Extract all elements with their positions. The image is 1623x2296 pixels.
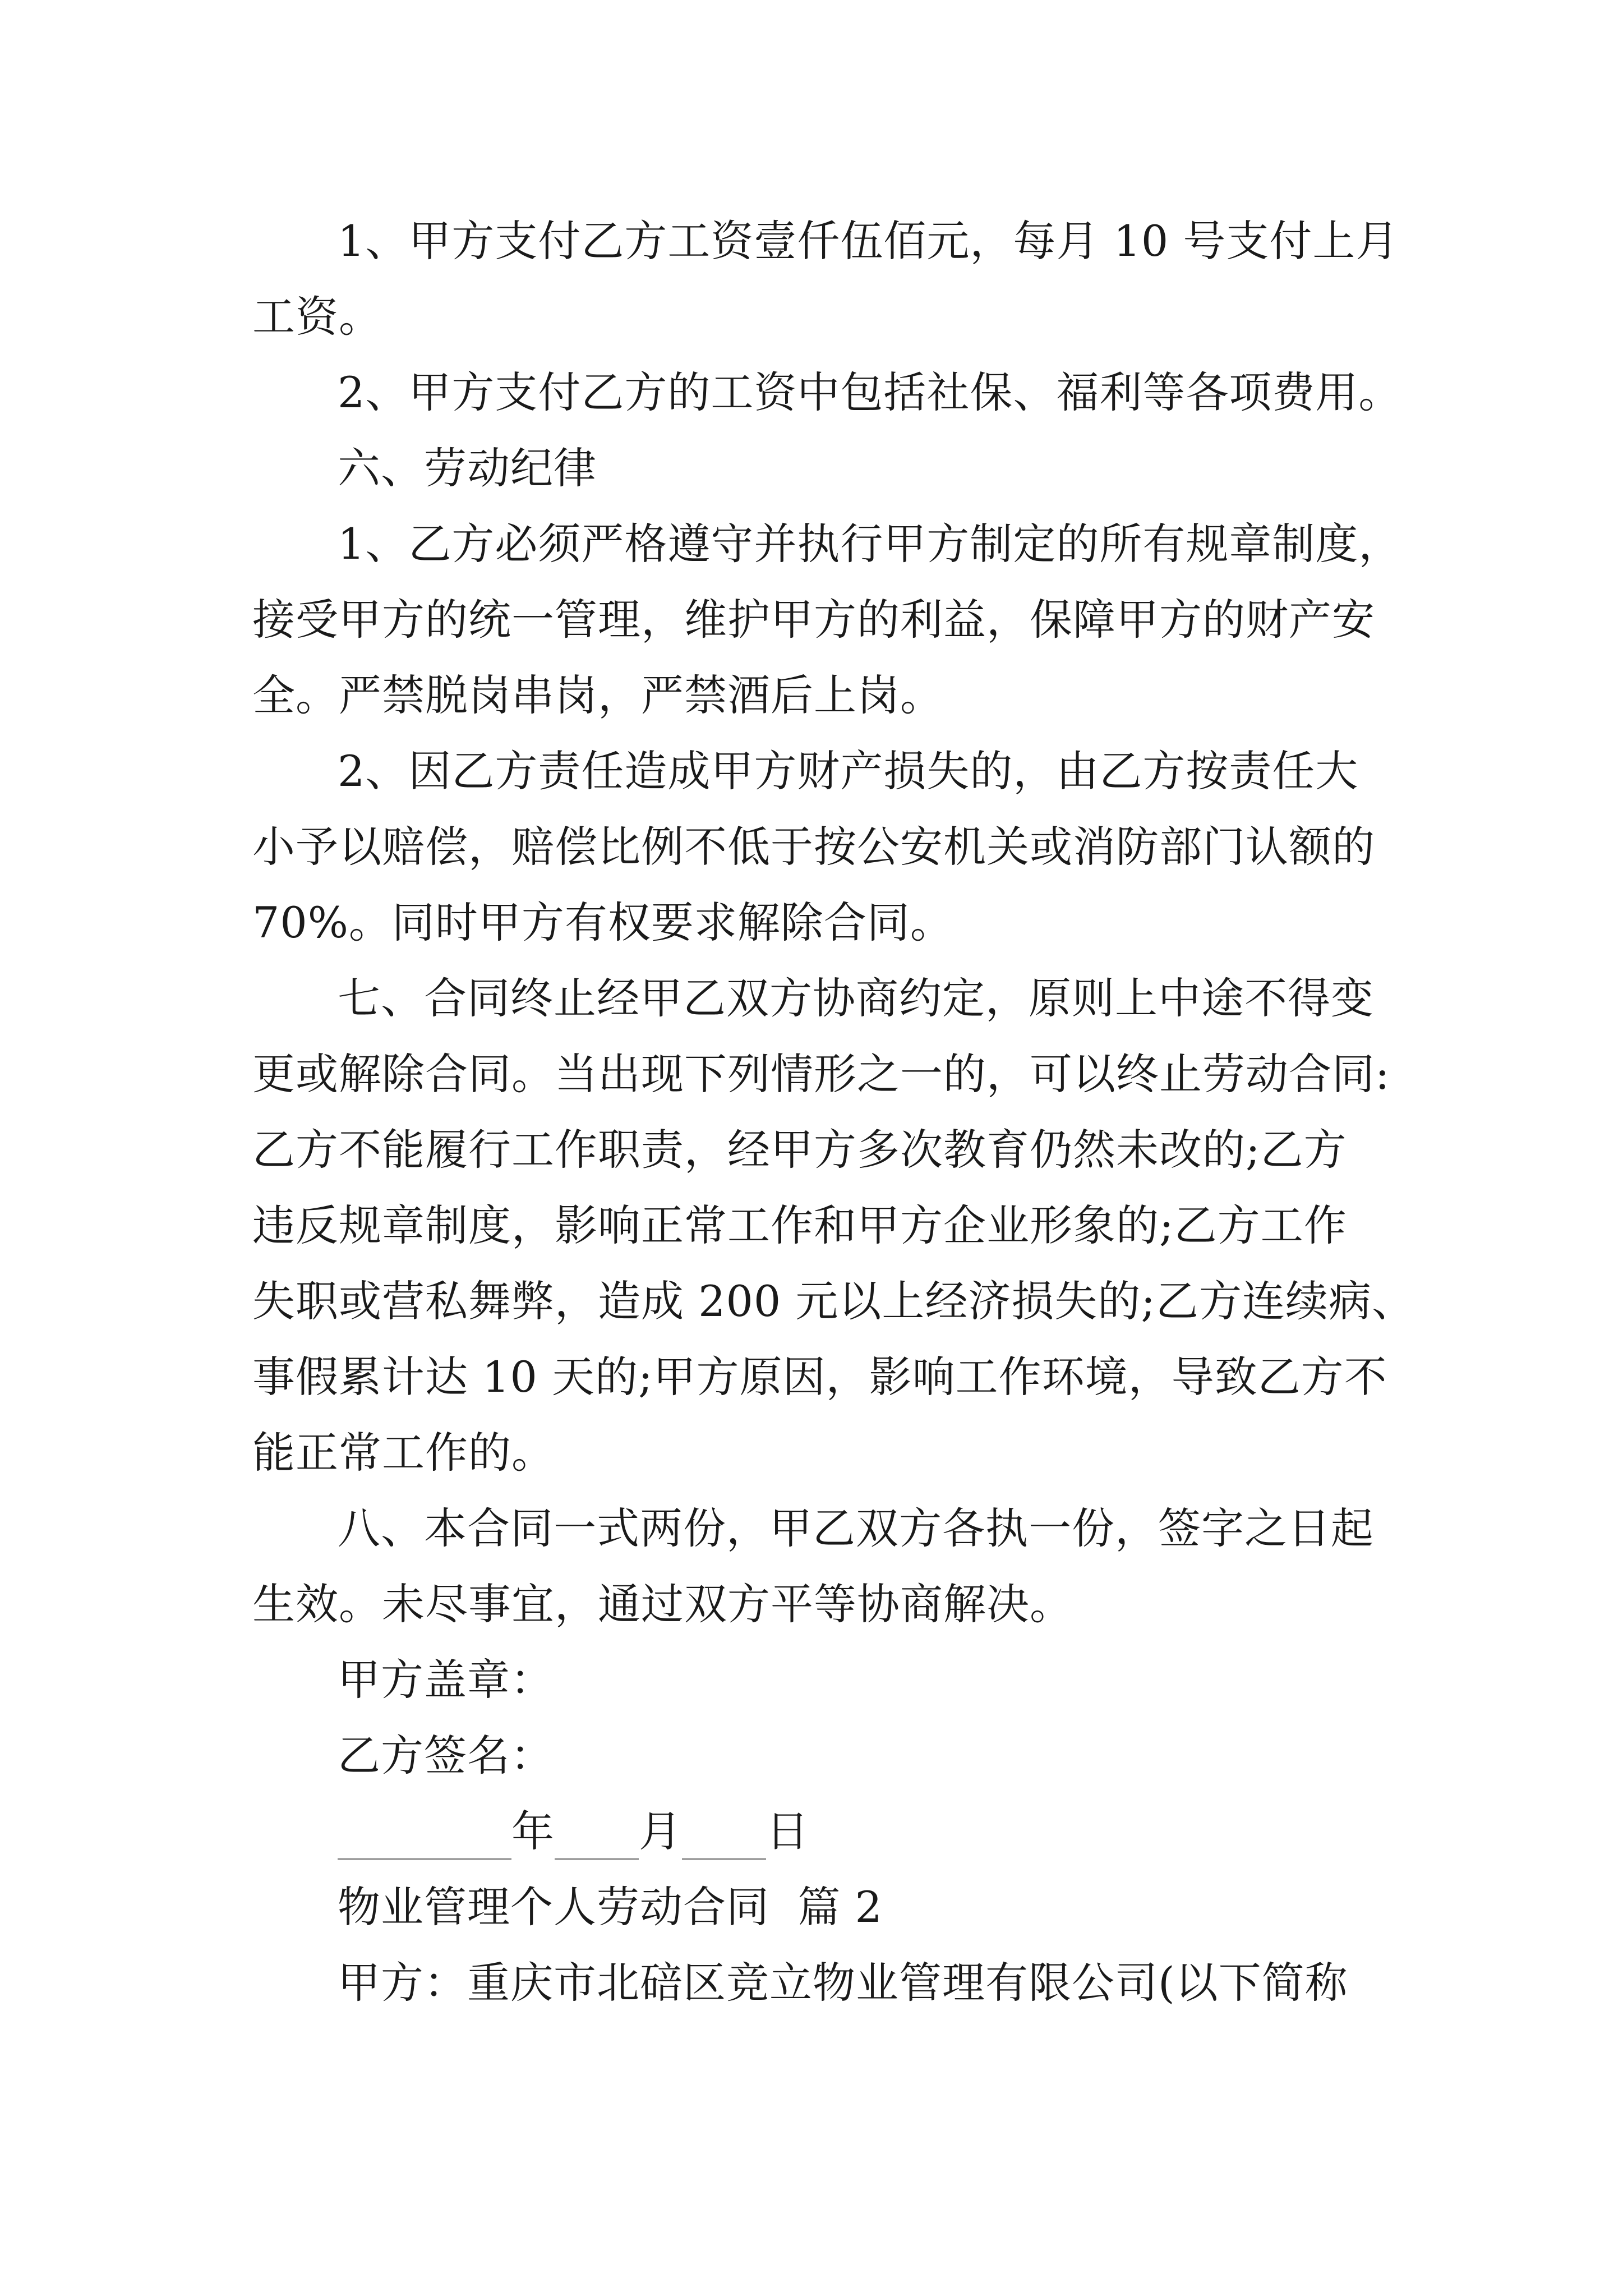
year-blank[interactable] bbox=[338, 1814, 511, 1860]
month-label: 月 bbox=[639, 1806, 682, 1856]
month-blank[interactable] bbox=[555, 1814, 639, 1860]
paragraph-line: 八、本合同一式两份，甲乙双方各执一份，签字之日起 bbox=[338, 1503, 1374, 1553]
paragraph-line: 接受甲方的统一管理，维护甲方的利益，保障甲方的财产安 bbox=[252, 595, 1375, 645]
paragraph-line: 更或解除合同。当出现下列情形之一的，可以终止劳动合同: bbox=[252, 1049, 1390, 1099]
paragraph-line: 七、合同终止经甲乙双方协商约定，原则上中途不得变 bbox=[338, 973, 1374, 1023]
year-label: 年 bbox=[511, 1806, 555, 1856]
party-b-signature-label: 乙方签名： bbox=[338, 1731, 554, 1780]
paragraph-line: 70%。同时甲方有权要求解除合同。 bbox=[252, 898, 953, 947]
paragraph-line: 全。严禁脱岗串岗，严禁酒后上岗。 bbox=[252, 670, 943, 720]
day-label: 日 bbox=[766, 1806, 809, 1856]
paragraph-line: 工资。 bbox=[252, 292, 382, 342]
paragraph-line: 能正常工作的。 bbox=[252, 1428, 555, 1478]
party-a-seal-label: 甲方盖章： bbox=[338, 1655, 554, 1705]
paragraph-line: 1、乙方必须严格遵守并执行甲方制定的所有规章制度， bbox=[338, 519, 1402, 569]
paragraph-line: 事假累计达 10 天的;甲方原因，影响工作环境，导致乙方不 bbox=[252, 1352, 1387, 1402]
paragraph-line: 生效。未尽事宜，通过双方平等协商解决。 bbox=[252, 1579, 1073, 1629]
section-title: 物业管理个人劳动合同 篇 2 bbox=[338, 1882, 883, 1932]
paragraph-line: 1、甲方支付乙方工资壹仟伍佰元，每月 10 号支付上月 bbox=[338, 216, 1399, 266]
paragraph-line: 违反规章制度，影响正常工作和甲方企业形象的;乙方工作 bbox=[252, 1200, 1347, 1250]
paragraph-line: 失职或营私舞弊，造成 200 元以上经济损失的;乙方连续病、 bbox=[252, 1276, 1415, 1326]
date-line bbox=[338, 1803, 809, 1860]
paragraph-line: 2、甲方支付乙方的工资中包括社保、福利等各项费用。 bbox=[338, 367, 1402, 417]
party-a-line: 甲方：重庆市北碚区竞立物业管理有限公司(以下简称 bbox=[338, 1958, 1348, 2008]
paragraph-line: 乙方不能履行工作职责，经甲方多次教育仍然未改的;乙方 bbox=[252, 1125, 1347, 1175]
section-heading: 六、劳动纪律 bbox=[338, 443, 597, 493]
paragraph-line: 小予以赔偿，赔偿比例不低于按公安机关或消防部门认额的 bbox=[252, 822, 1375, 872]
day-blank[interactable] bbox=[682, 1814, 766, 1860]
paragraph-line: 2、因乙方责任造成甲方财产损失的，由乙方按责任大 bbox=[338, 746, 1359, 796]
